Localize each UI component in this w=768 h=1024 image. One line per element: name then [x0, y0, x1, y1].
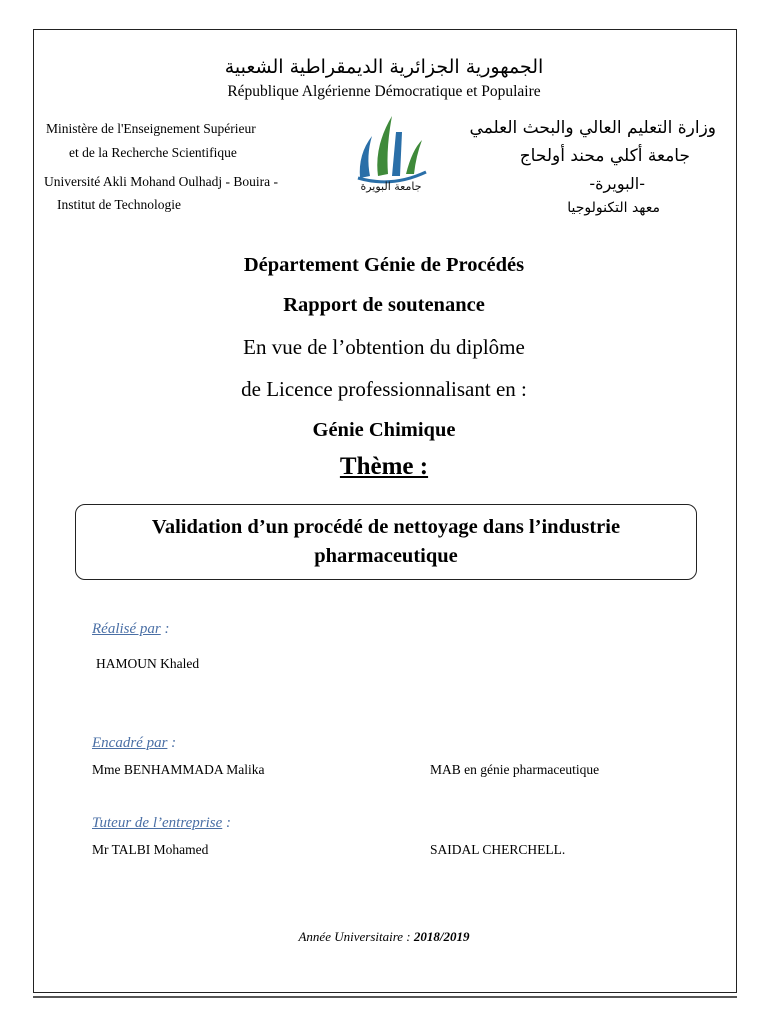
supervisor-name: Mme BENHAMMADA Malika [92, 762, 265, 777]
tutor-name: Mr TALBI Mohamed [92, 842, 209, 857]
realise-par-label [92, 621, 170, 638]
university-name: Université Akli Mohand Oulhadj - Bouira - [44, 174, 278, 189]
arabic-city: -البويرة- [589, 174, 645, 193]
tuteur-colon: : [222, 815, 232, 831]
student-name: HAMOUN Khaled [96, 656, 200, 671]
supervisor-role: MAB en génie pharmaceutique [430, 762, 600, 777]
logo-caption: جامعة البويرة [360, 180, 422, 193]
arabic-republic-title: الجمهورية الجزائرية الديمقراطية الشعبية [224, 56, 544, 78]
report-title: Rapport de soutenance [283, 294, 485, 316]
purpose-line-2: de Licence professionnalisant en : [241, 377, 527, 401]
academic-year [0, 929, 768, 945]
tutor-company: SAIDAL CHERCHELL. [430, 842, 566, 857]
arabic-ministry: وزارة التعليم العالي والبحث العلمي [469, 118, 716, 138]
encadre-par-label [92, 735, 176, 752]
republic-title: République Algérienne Démocratique et Populaire [227, 83, 541, 100]
institute-name: Institut de Technologie [57, 197, 182, 212]
encadre-par-text: Encadré par [92, 735, 168, 751]
specialty-title: Génie Chimique [312, 419, 456, 441]
ministry-line-1: Ministère de l'Enseignement Supérieur [46, 121, 256, 136]
realise-par-text: Réalisé par [92, 621, 161, 637]
arabic-university: جامعة أكلي محند أولحاج [519, 146, 690, 166]
purpose-line-1: En vue de l’obtention du diplôme [243, 335, 525, 359]
theme-title-box [75, 504, 697, 580]
academic-year-value: 2018/2019 [413, 929, 470, 944]
department-title: Département Génie de Procédés [243, 254, 525, 276]
tuteur-text: Tuteur de l’entreprise [92, 815, 223, 831]
arabic-institute: معهد التكنولوجيا [567, 200, 660, 216]
tuteur-label [92, 815, 231, 832]
bottom-rule [33, 996, 737, 998]
realise-par-colon: : [160, 621, 170, 637]
encadre-par-colon: : [167, 735, 177, 751]
theme-label: Thème : [339, 453, 429, 480]
theme-title: Validation d’un procédé de nettoyage dans l’industrie pharmaceutique [151, 516, 621, 567]
ministry-line-2: et de la Recherche Scientifique [69, 145, 237, 160]
academic-year-label: Année Universitaire : [298, 929, 414, 944]
